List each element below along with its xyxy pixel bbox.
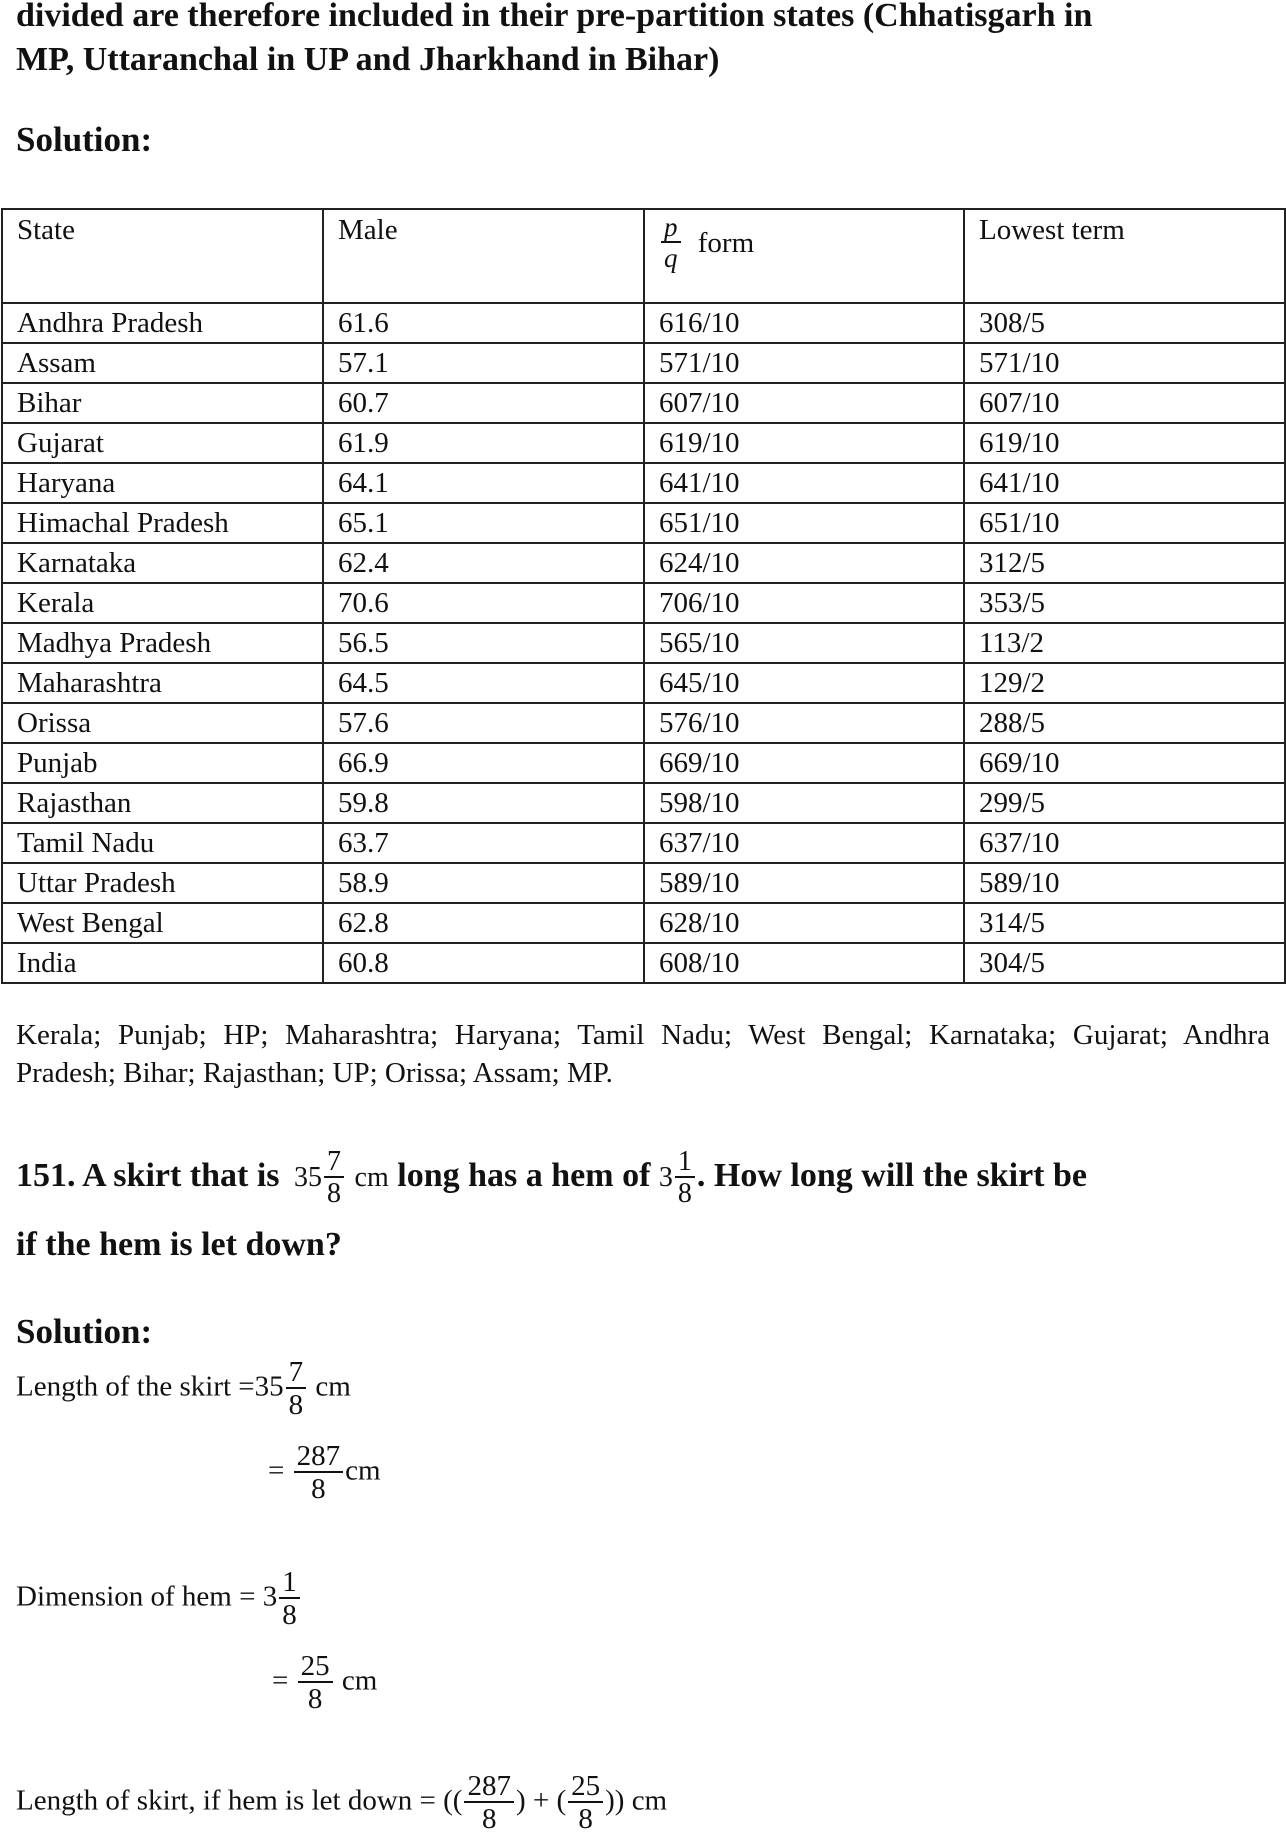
table-row: [2, 703, 1285, 743]
hem-equals: =: [272, 1664, 289, 1697]
cell-male: 61.9: [323, 423, 644, 463]
skirt-improper-den: 8: [294, 1471, 344, 1504]
cell-lowest-term: 129/2: [964, 663, 1285, 703]
table-row: [2, 583, 1285, 623]
final-fraction-2: [568, 1772, 603, 1834]
question-151-line-2: if the hem is let down?: [16, 1226, 342, 1263]
header-state: State: [2, 209, 323, 303]
intro-text: [16, 0, 1092, 82]
cell-lowest-term: 308/5: [964, 303, 1285, 343]
table-row: [2, 903, 1285, 943]
cell-pq-form: 616/10: [644, 303, 964, 343]
pq-fraction: [661, 214, 681, 272]
final-fraction-1: [464, 1772, 514, 1834]
cell-state: Bihar: [2, 383, 323, 423]
cell-lowest-term: 288/5: [964, 703, 1285, 743]
table-row: [2, 863, 1285, 903]
hem-label: Dimension of hem = 3: [16, 1580, 278, 1613]
table-row: [2, 383, 1285, 423]
cell-lowest-term: 299/5: [964, 783, 1285, 823]
cell-lowest-term: 353/5: [964, 583, 1285, 623]
cell-state: Rajasthan: [2, 783, 323, 823]
hem-improper-unit: cm: [341, 1664, 378, 1697]
cell-pq-form: 641/10: [644, 463, 964, 503]
hem-improper-den: 8: [298, 1681, 333, 1714]
cell-state: Karnataka: [2, 543, 323, 583]
question-151: [16, 1148, 1087, 1208]
final-fraction-1-den: 8: [464, 1801, 514, 1834]
header-lowest-term: Lowest term: [964, 209, 1285, 303]
cell-male: 65.1: [323, 503, 644, 543]
cell-male: 66.9: [323, 743, 644, 783]
final-length-line: [16, 1772, 667, 1834]
cell-state: Andhra Pradesh: [2, 303, 323, 343]
cell-male: 58.9: [323, 863, 644, 903]
cell-male: 57.6: [323, 703, 644, 743]
question-fraction-2-den: 8: [675, 1176, 695, 1208]
cell-pq-form: 637/10: [644, 823, 964, 863]
final-fraction-1-num: 287: [467, 1770, 511, 1802]
table-row: [2, 423, 1285, 463]
cell-lowest-term: 669/10: [964, 743, 1285, 783]
question-part-2: long has a hem of: [397, 1156, 651, 1194]
cell-lowest-term: 607/10: [964, 383, 1285, 423]
cell-pq-form: 624/10: [644, 543, 964, 583]
cell-state: Assam: [2, 343, 323, 383]
skirt-equals: =: [268, 1454, 285, 1487]
table-row: [2, 823, 1285, 863]
cell-state: Maharashtra: [2, 663, 323, 703]
table-row: [2, 503, 1285, 543]
pq-form-word: form: [697, 226, 755, 259]
cell-state: Orissa: [2, 703, 323, 743]
cell-pq-form: 607/10: [644, 383, 964, 423]
intro-line-1: divided are therefore included in their pre-partition states (Chhatisgarh in: [16, 0, 1093, 34]
cell-pq-form: 571/10: [644, 343, 964, 383]
cell-lowest-term: 304/5: [964, 943, 1285, 983]
cell-pq-form: 628/10: [644, 903, 964, 943]
header-pq-form: [644, 209, 964, 303]
question-fraction-2-num: 1: [677, 1146, 692, 1177]
cell-pq-form: 669/10: [644, 743, 964, 783]
cell-pq-form: 706/10: [644, 583, 964, 623]
table-row: [2, 663, 1285, 703]
final-fraction-2-den: 8: [568, 1801, 603, 1834]
final-label: Length of skirt, if hem is let down = ((: [16, 1784, 463, 1817]
final-fraction-2-num: 25: [571, 1770, 601, 1802]
cell-male: 57.1: [323, 343, 644, 383]
question-mixed-2-whole: 3: [658, 1161, 673, 1193]
cell-state: Gujarat: [2, 423, 323, 463]
cell-pq-form: 608/10: [644, 943, 964, 983]
question-fraction-1: [324, 1148, 344, 1208]
skirt-improper-line: [268, 1442, 381, 1504]
cell-male: 56.5: [323, 623, 644, 663]
header-male: Male: [323, 209, 644, 303]
solution-heading: Solution:: [16, 120, 153, 159]
hem-improper-num: 25: [300, 1650, 330, 1682]
hem-improper-line: [272, 1652, 377, 1714]
table-row: [2, 303, 1285, 343]
cell-state: Himachal Pradesh: [2, 503, 323, 543]
question-fraction-1-den: 8: [324, 1176, 344, 1208]
cell-male: 63.7: [323, 823, 644, 863]
skirt-improper-num: 287: [296, 1440, 341, 1472]
hem-fraction: [279, 1568, 300, 1630]
cell-pq-form: 598/10: [644, 783, 964, 823]
cell-male: 64.5: [323, 663, 644, 703]
cell-lowest-term: 312/5: [964, 543, 1285, 583]
cell-male: 62.8: [323, 903, 644, 943]
cell-lowest-term: 589/10: [964, 863, 1285, 903]
hem-line: [16, 1568, 302, 1630]
cell-male: 62.4: [323, 543, 644, 583]
skirt-fraction-num: 7: [288, 1356, 304, 1388]
cell-state: Haryana: [2, 463, 323, 503]
cell-lowest-term: 619/10: [964, 423, 1285, 463]
cell-pq-form: 651/10: [644, 503, 964, 543]
cell-pq-form: 645/10: [644, 663, 964, 703]
cell-state: India: [2, 943, 323, 983]
cell-lowest-term: 314/5: [964, 903, 1285, 943]
pq-denominator: q: [661, 241, 681, 272]
cell-lowest-term: 637/10: [964, 823, 1285, 863]
cell-pq-form: 589/10: [644, 863, 964, 903]
question-number: 151.: [16, 1156, 76, 1194]
cell-male: 61.6: [323, 303, 644, 343]
question-fraction-1-num: 7: [327, 1146, 342, 1177]
cell-lowest-term: 651/10: [964, 503, 1285, 543]
table-body: [2, 303, 1285, 983]
cell-male: 64.1: [323, 463, 644, 503]
cell-state: Tamil Nadu: [2, 823, 323, 863]
table-row: [2, 743, 1285, 783]
cell-male: 59.8: [323, 783, 644, 823]
cell-state: Madhya Pradesh: [2, 623, 323, 663]
table-row: [2, 543, 1285, 583]
skirt-fraction: [286, 1358, 307, 1420]
cell-pq-form: 619/10: [644, 423, 964, 463]
solution-heading-2: Solution:: [16, 1312, 153, 1351]
cell-male: 70.6: [323, 583, 644, 623]
skirt-improper-fraction: [294, 1442, 344, 1504]
skirt-length-label: Length of the skirt =35: [16, 1370, 284, 1403]
table-row: [2, 463, 1285, 503]
table-row: [2, 343, 1285, 383]
cell-state: West Bengal: [2, 903, 323, 943]
table-row: [2, 783, 1285, 823]
hem-improper-fraction: [298, 1652, 333, 1714]
skirt-length-line: [16, 1358, 351, 1420]
cell-lowest-term: 641/10: [964, 463, 1285, 503]
cell-state: Uttar Pradesh: [2, 863, 323, 903]
table-row: [2, 623, 1285, 663]
cell-pq-form: 576/10: [644, 703, 964, 743]
skirt-unit: cm: [315, 1370, 351, 1403]
final-middle: ) + (: [515, 1784, 567, 1817]
hem-fraction-num: 1: [282, 1566, 297, 1598]
cell-male: 60.8: [323, 943, 644, 983]
question-part-3: . How long will the skirt be: [696, 1156, 1087, 1194]
skirt-improper-unit: cm: [345, 1454, 381, 1487]
cell-lowest-term: 113/2: [964, 623, 1285, 663]
cell-state: Kerala: [2, 583, 323, 623]
table-header-row: [2, 209, 1285, 303]
ordering-text: Kerala; Punjab; HP; Maharashtra; Haryana; Tamil Nadu; West Bengal; Karnataka; Gujarat; Andhra Pradesh; Bihar; Rajasthan; UP; Orissa; Assam; MP.: [16, 1019, 1270, 1089]
cell-male: 60.7: [323, 383, 644, 423]
cell-state: Punjab: [2, 743, 323, 783]
pq-numerator: p: [664, 212, 678, 242]
question-fraction-2: [675, 1148, 695, 1208]
question-unit-1: cm: [354, 1161, 389, 1193]
intro-line-2: MP, Uttaranchal in UP and Jharkhand in Bihar): [16, 41, 720, 78]
cell-lowest-term: 571/10: [964, 343, 1285, 383]
skirt-fraction-den: 8: [286, 1387, 307, 1420]
literacy-table: [1, 208, 1286, 984]
final-end: )) cm: [605, 1784, 668, 1817]
hem-fraction-den: 8: [279, 1597, 300, 1630]
question-mixed-1-whole: 35: [294, 1161, 323, 1193]
question-part-1: A skirt that is: [82, 1156, 280, 1194]
table-row: [2, 943, 1285, 983]
cell-pq-form: 565/10: [644, 623, 964, 663]
